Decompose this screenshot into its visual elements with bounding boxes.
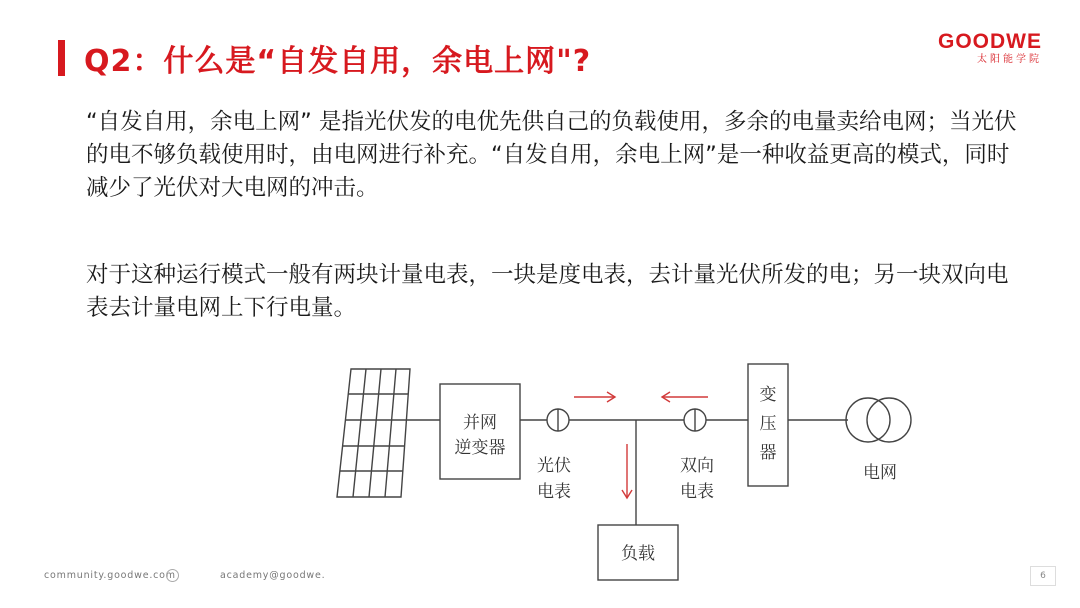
page-number: 6 <box>1030 566 1056 586</box>
bidirectional-meter-label-1: 双向 <box>680 456 714 476</box>
paragraph-meters: 对于这种运行模式一般有两块计量电表，一块是度电表，去计量光伏所发的电；另一块双向电表去计量电网上下行电量。 <box>86 262 1009 321</box>
solar-panel-icon <box>337 369 410 497</box>
pv-meter-label-2: 电表 <box>537 482 571 502</box>
logo-subtitle: 太阳能学院 <box>977 54 1042 65</box>
transformer-label-3: 器 <box>759 443 777 463</box>
slide-title: Q2：什么是“自发自用，余电上网"? <box>84 44 592 79</box>
inverter-label-1: 并网 <box>463 413 497 433</box>
transformer-label-2: 压 <box>759 414 777 434</box>
grid-label: 电网 <box>863 463 897 483</box>
arrow-down-icon <box>622 444 632 498</box>
paragraph-definition: “自发自用，余电上网” 是指光伏发的电优先供自己的负载使用，多余的电量卖给电网；当光伏的电不够负载使用时，由电网进行补充。“自发自用，余电上网”是一种收益更高的模式，同时减少了光伏对大电网的冲击。 <box>86 109 1017 201</box>
logo-wordmark: GOODWE <box>938 30 1042 53</box>
globe-icon <box>166 569 179 582</box>
arrow-left-icon <box>662 392 708 402</box>
grid-transformer-icon <box>846 398 911 442</box>
transformer-label-1: 变 <box>759 385 777 405</box>
footer-website: community.goodwe.com <box>44 570 176 581</box>
footer-email: academy@goodwe. <box>220 570 326 581</box>
load-label: 负载 <box>621 544 655 564</box>
arrow-right-icon <box>574 392 615 402</box>
bidirectional-meter-label-2: 电表 <box>680 482 714 502</box>
inverter-label-2: 逆变器 <box>454 438 506 458</box>
pv-meter-label-1: 光伏 <box>537 456 571 476</box>
